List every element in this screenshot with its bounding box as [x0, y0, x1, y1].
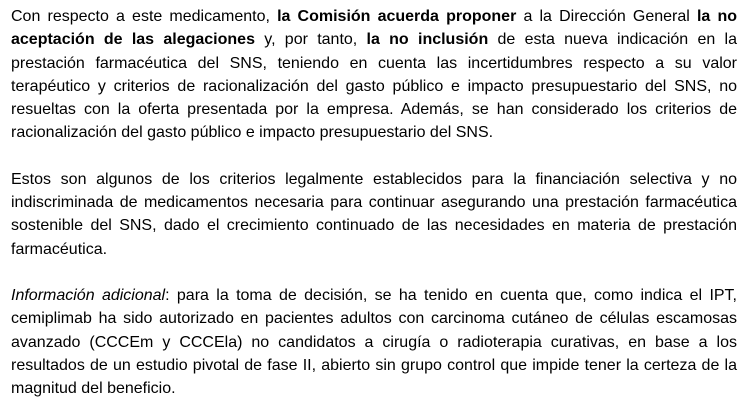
paragraph1-text-2: a la Dirección General: [516, 8, 697, 25]
paragraph3-text: : para la toma de decisión, se ha tenido en cuenta que, como indica el IPT, cemiplimab ha sido autorizado en pacientes adultos con carcinoma cutáneo de células escamosas avanzado (CCCEm y CCCEla) no candidatos a cirugía o radioterapia curativas, en base a los resultados de un estudio pivotal de fase II, abierto sin grupo control que impide tener la certeza de la magnitud del beneficio.: [11, 286, 738, 398]
additional-info-label: Información adicional: [11, 286, 166, 304]
commission-agrees-bold: la Comisión acuerda proponer: [277, 8, 517, 25]
paragraph-spacer: [11, 145, 737, 168]
paragraph1-text-3: y, por tanto,: [254, 31, 367, 49]
non-acceptance-bold: la no aceptación de las alegaciones: [11, 8, 738, 49]
document-body: [11, 5, 737, 400]
paragraph-spacer: [11, 261, 737, 284]
paragraph1-text-1: Con respecto a este medicamento,: [11, 8, 278, 25]
paragraph-criteria: [11, 168, 737, 261]
paragraph-commission-decision: [11, 5, 737, 145]
paragraph1-text-4: de esta nueva indicación en la prestación farmacéutica del SNS, teniendo en cuenta las incertidumbres respecto a su valor terapéutico y criterios de racionalización del gasto público e impacto presupuestario del SNS, no resueltas con la oferta presentada por la empresa. Además, se han considerado los criterios de racionalización del gasto público e impacto presupuestario del SNS.: [11, 31, 737, 142]
paragraph-additional-info: [11, 284, 737, 400]
non-inclusion-bold: la no inclusión: [366, 31, 489, 49]
paragraph2-text: Estos son algunos de los criterios legalmente establecidos para la financiación selectiva y no indiscriminada de medicamentos necesaria para continuar asegurando una prestación farmacéutica sostenible del SNS, dado el crecimiento continuado de las necesidades en materia de prestación farmacéutica.: [11, 170, 737, 258]
